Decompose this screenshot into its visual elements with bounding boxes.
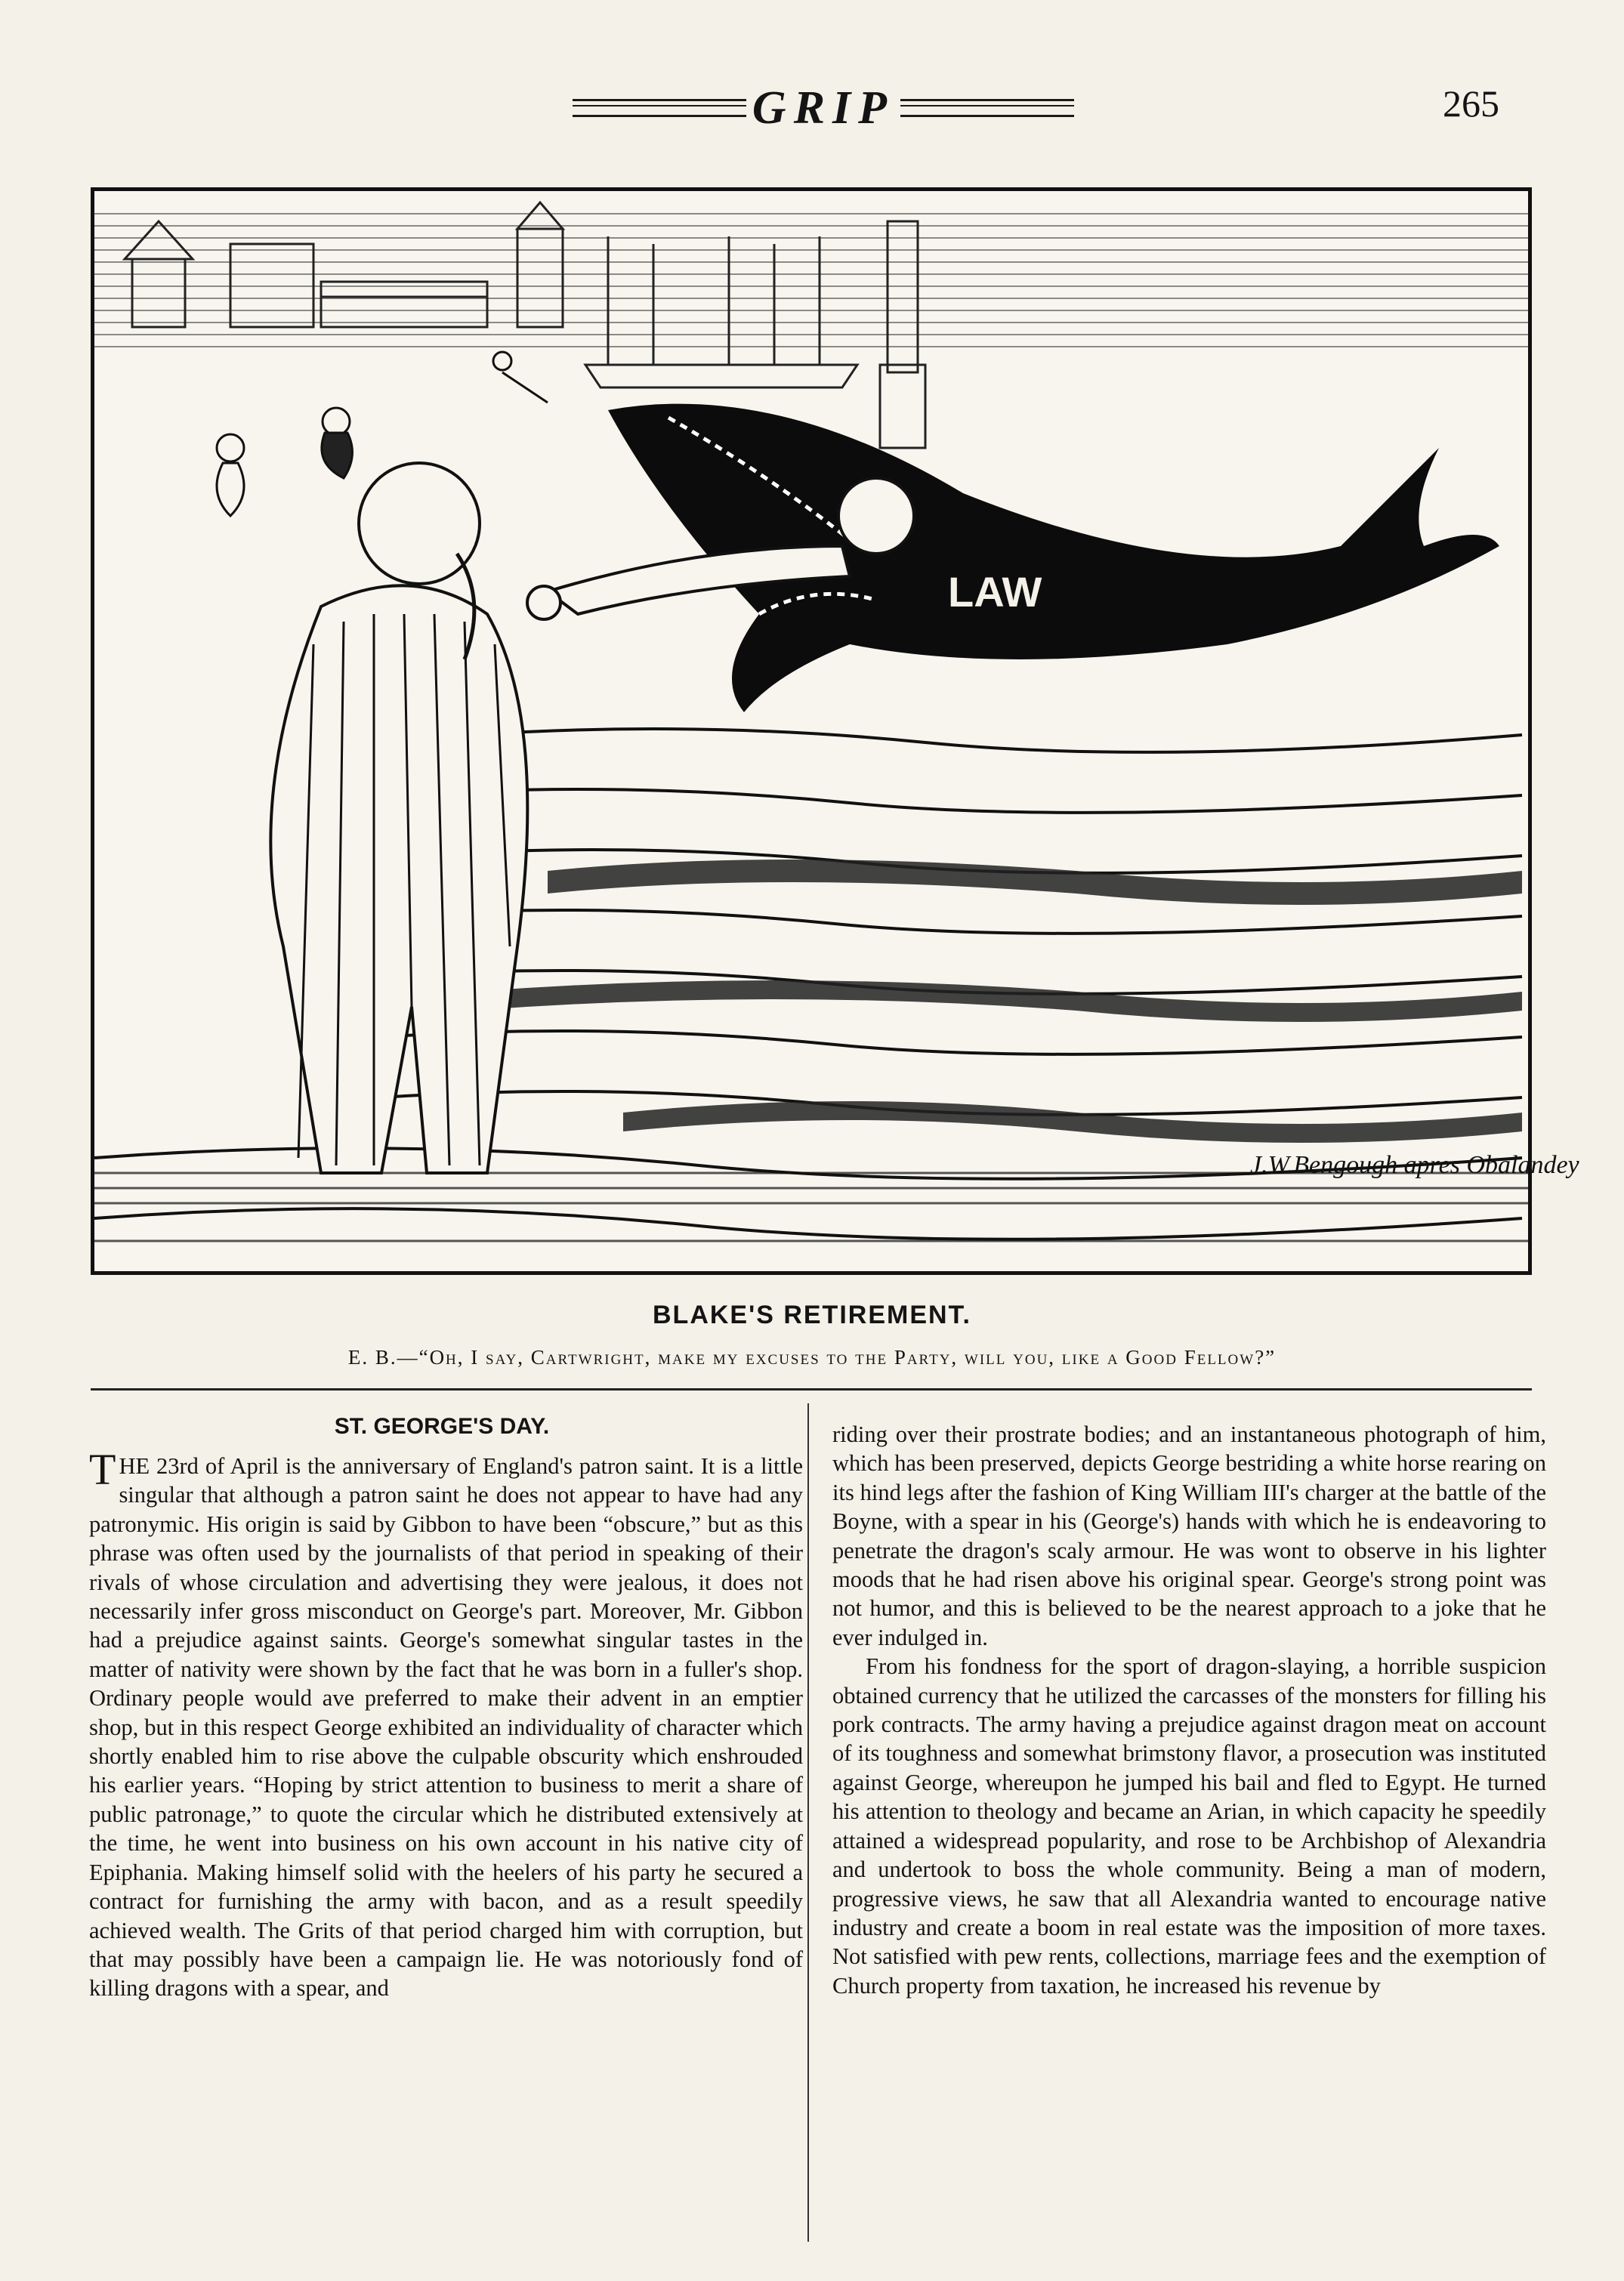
page-number: 265 (1443, 82, 1499, 125)
masthead (559, 82, 1088, 134)
paragraph-text: HE 23rd of April is the anniversary of England's patron saint. It is a little singular that although a patron saint he does not appear to have had any patronymic. His origin is said by Gibbon to have been “obscure,” but as this phrase was often used by the journalists of that period in speaking of their rivals of whose circulation and advertising they were jealous, it does not necessarily infer gross misconduct on George's part. Moreover, Mr. Gibbon had a prejudice against saints. George's somewhat singular tastes in the matter of nativity were shown by the fact that he was born in a fuller's shop. Ordinary people would ave preferred to make their advent in an emptier shop, but in this respect George exhibited an individuality of character which shortly enabled him to rise above the culpable obscurity which enshrouded his earlier years. “Hoping by strict attention to business to merit a share of public patronage,” to quote the circular which he distributed extensively at the time, he went into business on his own account in his native city of Epiphania. Making himself solid with the heelers of his party he secured a contract for furnishing the army with bacon, and as a result speedily achieved wealth. The Grits of that period charged him with corruption, but that may possibly have been a campaign lie. He was notoriously fond of killing dragons with a spear, and (89, 1453, 803, 2002)
article-paragraph: From his fondness for the sport of dragon-slaying, a horrible suspicion obtained currency that he utilized the carcasses of the monsters for filling his pork contracts. The army having a prejudice against dragon meat on account of its toughness and somewhat brimstony flavor, a prosecution was instituted against George, whereupon he jumped his bail and fled to Egypt. He turned his attention to theology and became an Arian, in which capacity he speedily attained a widespread popularity, and rose to be Archbishop of Alexandria and undertook to boss the whole community. Being a man of modern, progressive views, he saw that all Alexandria wanted to encourage native industry and create a boom in real estate was the imposition of more taxes. Not satisfied with pew rents, collections, marriage fees and the exemption of Church property from taxation, he increased his revenue by (832, 1653, 1546, 1999)
article-paragraph (89, 1445, 803, 2003)
cartoon-illustration (91, 187, 1579, 1275)
masthead-rule-right (900, 99, 1074, 117)
cartoon-drawing (94, 191, 1579, 1271)
masthead-title: GRIP (752, 82, 895, 134)
column-divider (807, 1403, 809, 2242)
article-column-left (89, 1445, 803, 2003)
article-column-right (832, 1420, 1546, 2000)
article-title: ST. GEORGE'S DAY. (334, 1414, 550, 1439)
section-divider (91, 1388, 1532, 1391)
cartoon-caption-title: BLAKE'S RETIREMENT. (653, 1301, 971, 1329)
masthead-rule-left (573, 99, 746, 117)
article-paragraph: riding over their prostrate bodies; and an instantaneous photograph of him, which has been preserved, depicts George bestriding a white horse rearing on its hind legs after the fashion of King William III's charger at the battle of the Boyne, with a spear in his (George's) hands with which he is endeavoring to penetrate the dragon's scaly armour. He was wont to observe in his lighter moods that he had risen above his original spear. George's strong point was not humor, and this is believed to be the nearest approach to a joke that he ever indulged in. (832, 1421, 1546, 1650)
shark-label: LAW (948, 568, 1042, 616)
artist-signature: J.W.Bengough apres Obalandey (1250, 1151, 1579, 1179)
drop-cap: T (89, 1445, 116, 1494)
cartoon-caption-quote: E. B.—“Oh, I say, Cartwright, make my excuses to the Party, will you, like a Good Fellow?” (347, 1346, 1277, 1369)
